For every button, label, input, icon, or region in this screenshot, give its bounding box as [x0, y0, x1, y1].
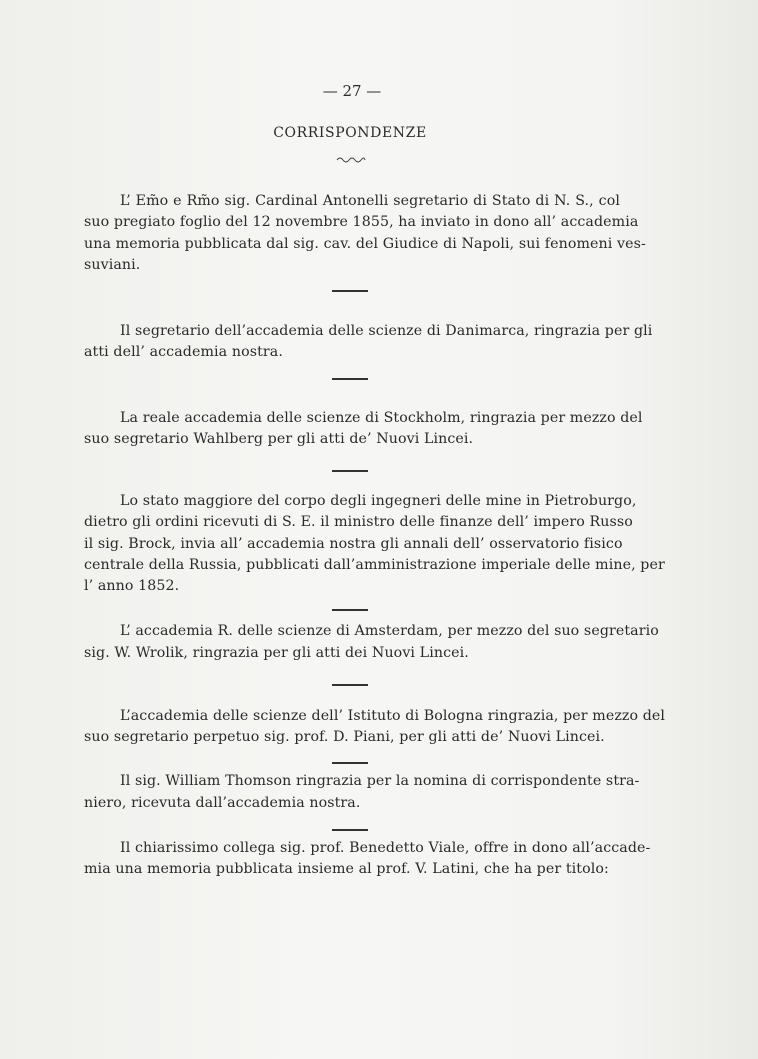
paragraph-7-line: niero, ricevuta dall’accademia nostra.	[84, 795, 361, 811]
paragraph-4-line: dietro gli ordini ricevuti di S. E. il ministro delle finanze dell’ impero Russo	[84, 514, 633, 530]
paragraph-5-line: L’ accademia R. delle scienze di Amsterdam, per mezzo del suo segretario	[120, 623, 659, 639]
separator-rule	[332, 609, 368, 611]
paragraph-2-line: atti dell’ accademia nostra.	[84, 344, 283, 360]
paragraph-2-line: Il segretario dell’accademia delle scienze di Danimarca, ringrazia per gli	[120, 323, 653, 339]
paragraph-1-line: L’ Em̃o e Rm̃o sig. Cardinal Antonelli segretario di Stato di N. S., col	[120, 193, 620, 209]
page-number: — 27 —	[322, 82, 382, 100]
separator-rule	[332, 829, 368, 831]
paragraph-1-line: suviani.	[84, 257, 141, 273]
ornament-squiggle	[336, 155, 366, 163]
separator-rule	[332, 290, 368, 292]
paragraph-6-line: L’accademia delle scienze dell’ Istituto di Bologna ringrazia, per mezzo del	[120, 708, 666, 724]
paragraph-5-line: sig. W. Wrolik, ringrazia per gli atti dei Nuovi Lincei.	[84, 645, 469, 661]
paragraph-1-line: una memoria pubblicata dal sig. cav. del Giudice di Napoli, sui fenomeni ves-	[84, 236, 646, 252]
paragraph-3-line: La reale accademia delle scienze di Stockholm, ringrazia per mezzo del	[120, 410, 643, 426]
paragraph-8-line: Il chiarissimo collega sig. prof. Benedetto Viale, offre in dono all’accade-	[120, 840, 651, 856]
separator-rule	[332, 684, 368, 686]
paragraph-8-line: mia una memoria pubblicata insieme al prof. V. Latini, che ha per titolo:	[84, 861, 609, 877]
paragraph-4-line: centrale della Russia, pubblicati dall’amministrazione imperiale delle mine, per	[84, 557, 665, 573]
separator-rule	[332, 762, 368, 764]
paragraph-3-line: suo segretario Wahlberg per gli atti de’ Nuovi Lincei.	[84, 431, 474, 447]
paragraph-7-line: Il sig. William Thomson ringrazia per la nomina di corrispondente stra-	[120, 773, 640, 789]
separator-rule	[332, 378, 368, 380]
paragraph-4-line: Lo stato maggiore del corpo degli ingegneri delle mine in Pietroburgo,	[120, 493, 637, 509]
section-heading: CORRISPONDENZE	[273, 125, 427, 141]
paragraph-4-line: il sig. Brock, invia all’ accademia nostra gli annali dell’ osservatorio fisico	[84, 536, 623, 552]
separator-rule	[332, 470, 368, 472]
paragraph-4-line: l’ anno 1852.	[84, 578, 180, 594]
paragraph-6-line: suo segretario perpetuo sig. prof. D. Piani, per gli atti de’ Nuovi Lincei.	[84, 729, 605, 745]
paragraph-1-line: suo pregiato foglio del 12 novembre 1855, ha inviato in dono all’ accademia	[84, 214, 639, 230]
